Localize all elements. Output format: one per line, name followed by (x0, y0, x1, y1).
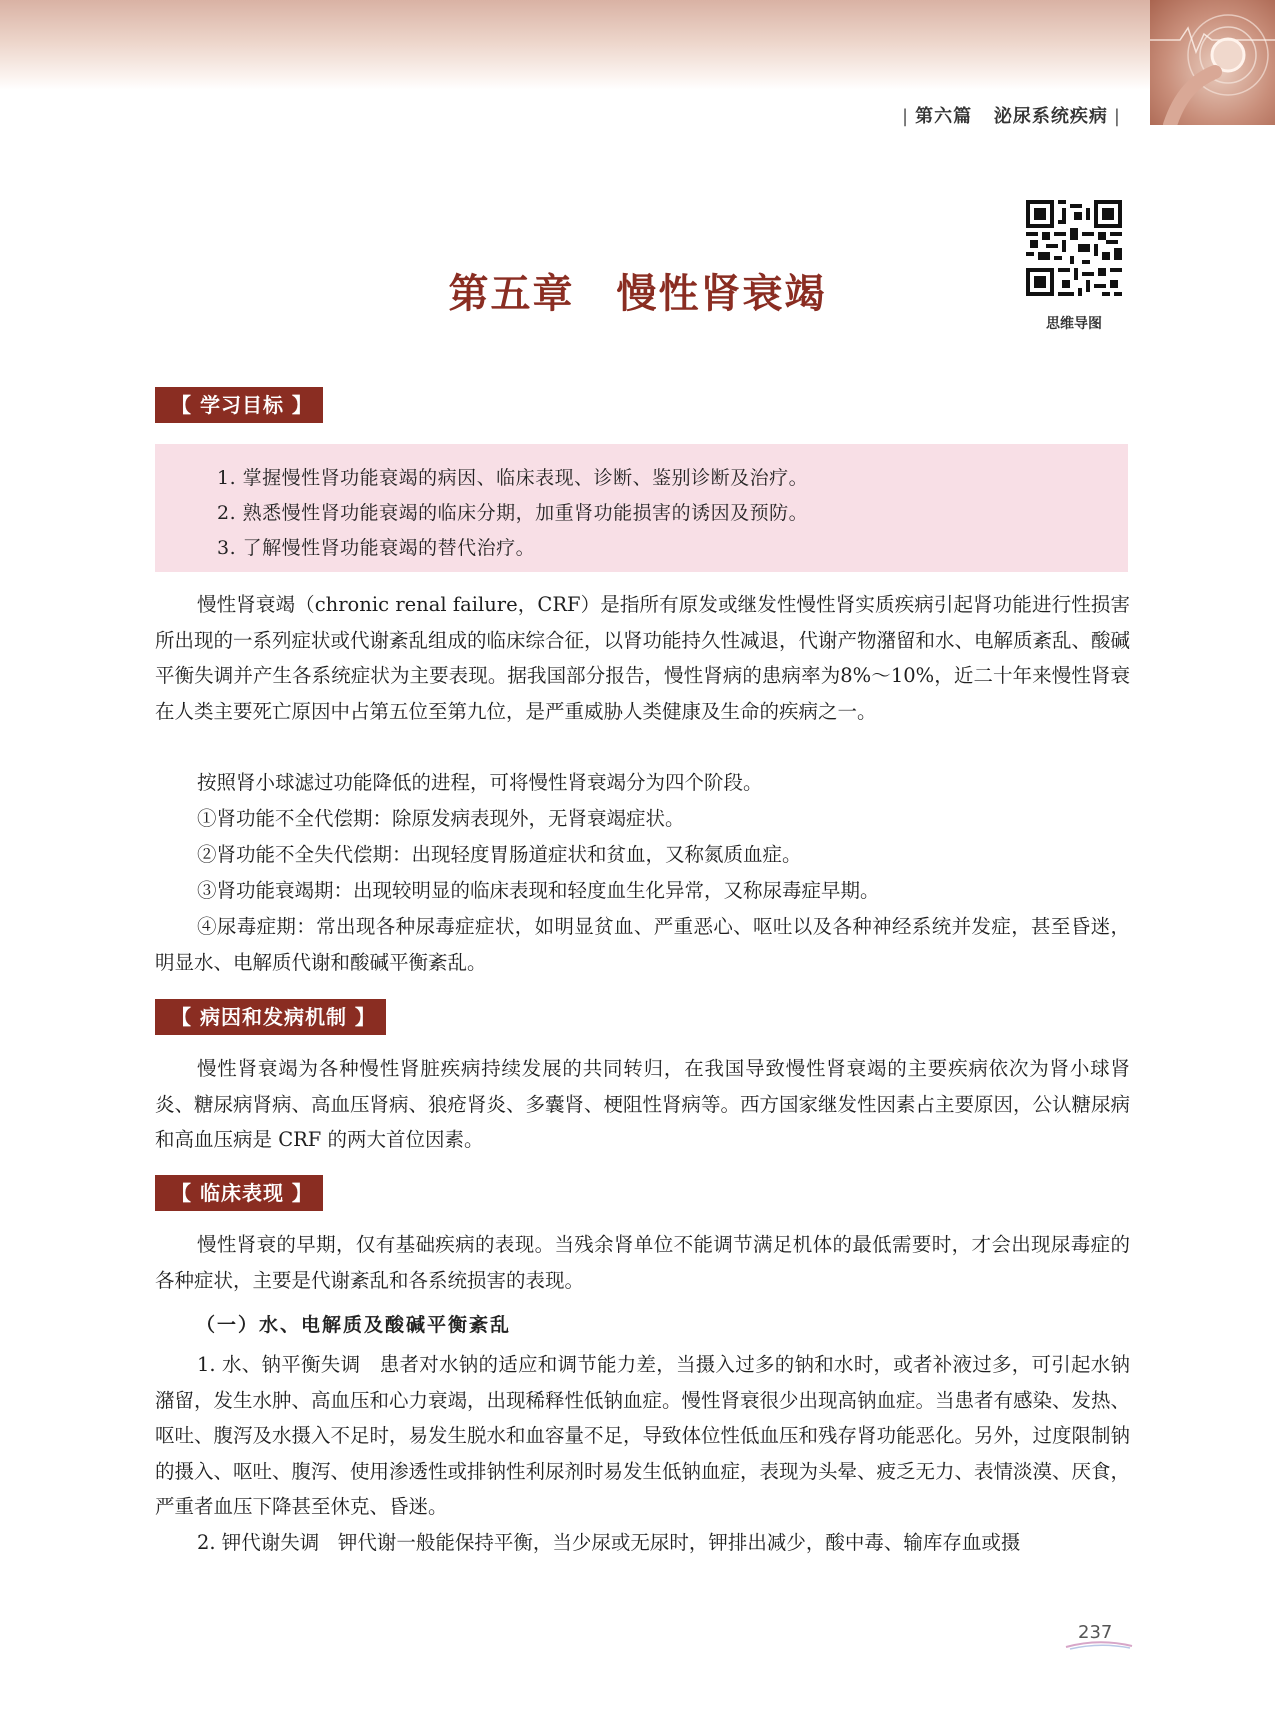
objective-item: 2. 熟悉慢性肾功能衰竭的临床分期，加重肾功能损害的诱因及预防。 (217, 502, 809, 524)
header-part-title: 泌尿系统疾病 (993, 106, 1108, 127)
item-text: 患者对水钠的适应和调节能力差，当摄入过多的钠和水时，或者补液过多，可引起水钠潴留，发生水肿、高血压和心力衰竭，出现稀释性低钠血症。慢性肾衰很少出现高钠血症。当患者有感染、发热、呕吐、腹泻及水摄入不足时，易发生脱水和血容量不足，导致体位性低血压和残存肾功能恶化。另外，过度限制钠的摄入、呕吐、腹泻、使用渗透性或排钠性利尿剂时易发生低钠血症，表现为头晕、疲乏无力、表情淡漠、厌食，严重者血压下降甚至休克、昏迷。 (155, 1353, 1131, 1518)
heading-clinical: 【 临床表现 】 (155, 1175, 323, 1211)
stethoscope-icon (1150, 0, 1275, 125)
header-part: 第六篇 (915, 106, 973, 127)
subsection-heading: （一）水、电解质及酸碱平衡紊乱 (196, 1314, 512, 1336)
header-divider: | (1113, 106, 1121, 127)
clinical-intro-paragraph: 慢性肾衰的早期，仅有基础疾病的表现。当残余肾单位不能调节满足机体的最低需要时，才会出现尿毒症的各种症状，主要是代谢紊乱和各系统损害的表现。 (155, 1233, 1130, 1292)
etiology-paragraph: 慢性肾衰竭为各种慢性肾脏疾病持续发展的共同转归，在我国导致慢性肾衰竭的主要疾病依次为肾小球肾炎、糖尿病肾病、高血压肾病、狼疮肾炎、多囊肾、梗阻性肾病等。西方国家继发性因素占主要原因，公认糖尿病和高血压病是 CRF 的两大首位因素。 (155, 1057, 1131, 1151)
stage-item: ④尿毒症期：常出现各种尿毒症症状，如明显贫血、严重恶心、呕吐以及各种神经系统并发症，甚至昏迷，明显水、电解质代谢和酸碱平衡紊乱。 (155, 915, 1130, 974)
objective-item: 1. 掌握慢性肾功能衰竭的病因、临床表现、诊断、鉴别诊断及治疗。 (217, 467, 809, 489)
definition-paragraph: 慢性肾衰竭（chronic renal failure，CRF）是指所有原发或继发性慢性肾实质疾病引起肾功能进行性损害所出现的一系列症状或代谢紊乱组成的临床综合征，以肾功能持久性减退，代谢产物潴留和水、电解质紊乱、酸碱平衡失调并产生各系统症状为主要表现。据我国部分报告，慢性肾病的患病率为8%～10%，近二十年来慢性肾衰在人类主要死亡原因中占第五位至第九位，是严重威胁人类健康及生命的疾病之一。 (155, 593, 1131, 723)
item-label: 1. 水、钠平衡失调 (197, 1353, 361, 1376)
chapter-title (0, 262, 1275, 319)
top-decorative-band (0, 0, 1150, 90)
stage-item: ①肾功能不全代偿期：除原发病表现外，无肾衰竭症状。 (197, 807, 685, 830)
running-header (896, 102, 1127, 128)
stages-intro: 按照肾小球滤过功能降低的进程，可将慢性肾衰竭分为四个阶段。 (197, 771, 763, 794)
item-text: 钾代谢一般能保持平衡，当少尿或无尿时，钾排出减少，酸中毒、输库存血或摄 (337, 1531, 1021, 1554)
stage-item: ③肾功能衰竭期：出现较明显的临床表现和轻度血生化异常，又称尿毒症早期。 (197, 879, 880, 902)
heading-etiology: 【 病因和发病机制 】 (155, 999, 386, 1035)
potassium-paragraph (155, 1525, 1130, 1561)
page-number-swoosh-icon (1064, 1640, 1134, 1650)
header-divider: | (902, 106, 910, 127)
objective-item: 3. 了解慢性肾功能衰竭的替代治疗。 (217, 537, 536, 559)
qr-label: 思维导图 (1046, 316, 1102, 332)
chapter-number: 第五章 (448, 270, 575, 317)
heading-objectives: 【 学习目标 】 (155, 387, 323, 423)
objectives-box (155, 444, 1128, 572)
item-label: 2. 钾代谢失调 (197, 1531, 320, 1554)
water-sodium-paragraph (155, 1347, 1130, 1525)
stethoscope-heart-image (1150, 0, 1275, 125)
stage-item: ②肾功能不全失代偿期：出现轻度胃肠道症状和贫血，又称氮质血症。 (197, 843, 802, 866)
chapter-name: 慢性肾衰竭 (616, 270, 827, 317)
page-number: 237 (1078, 1622, 1113, 1643)
